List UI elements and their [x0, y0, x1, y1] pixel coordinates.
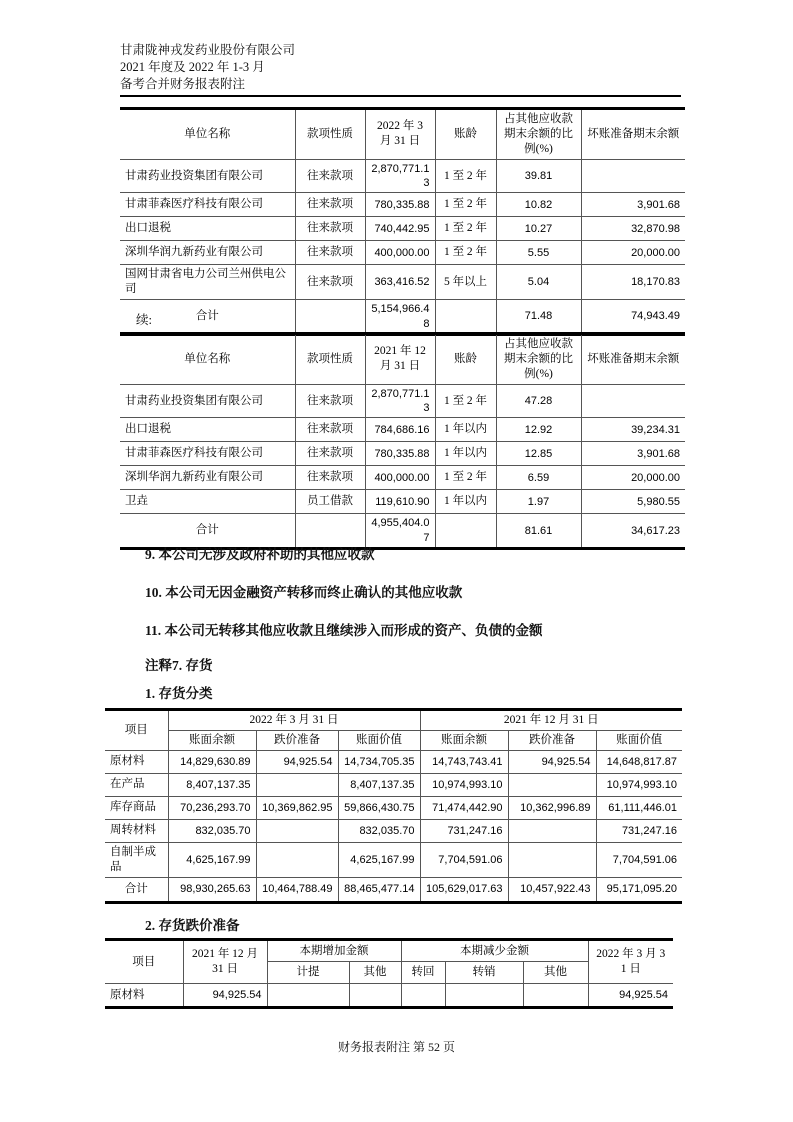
table-cell: 原材料 [105, 750, 168, 773]
page-footer: 财务报表附注 第 52 页 [337, 1040, 455, 1054]
table-cell: 740,442.95 [365, 217, 435, 241]
page-header [120, 42, 295, 93]
table-cell: 合计 [120, 514, 295, 549]
table-cell: 甘肃药业投资集团有限公司 [120, 384, 295, 418]
column-group-header: 2022 年 3 月 31 日 [168, 710, 420, 731]
table-row [105, 750, 682, 773]
table-row [105, 773, 682, 796]
column-header: 账面余额 [168, 730, 256, 750]
table-cell: 4,955,404.07 [365, 514, 435, 549]
table-cell: 119,610.90 [365, 490, 435, 514]
table-cell: 深圳华润九新药业有限公司 [120, 466, 295, 490]
table-cell: 105,629,017.63 [420, 877, 508, 902]
column-group-header: 2021 年 12 月 31 日 [420, 710, 682, 731]
table-cell: 832,035.70 [338, 819, 420, 842]
column-header: 账面价值 [596, 730, 682, 750]
section1-title: 1. 存货分类 [145, 686, 213, 701]
table-cell: 8,407,137.35 [168, 773, 256, 796]
table-cell: 周转材料 [105, 819, 168, 842]
table-cell: 自制半成品 [105, 842, 168, 877]
table-header-row [120, 109, 685, 160]
column-group-header: 本期减少金额 [401, 940, 588, 962]
table-cell: 780,335.88 [365, 442, 435, 466]
column-header: 项目 [105, 710, 168, 751]
column-header: 账龄 [435, 334, 496, 385]
column-header: 占其他应收款期末余额的比例(%) [496, 334, 581, 385]
table-cell: 5.04 [496, 265, 581, 300]
table-cell: 10,362,996.89 [508, 796, 596, 819]
other-receivables-table-2022 [120, 107, 685, 336]
table-header-row [120, 334, 685, 385]
table-cell: 59,866,430.75 [338, 796, 420, 819]
table-cell: 1 至 2 年 [435, 217, 496, 241]
table-row [120, 193, 685, 217]
company-name: 甘肃陇神戎发药业股份有限公司 [120, 43, 296, 57]
column-header: 转销 [445, 962, 523, 984]
table-cell: 往来款项 [295, 418, 365, 442]
table-cell: 14,829,630.89 [168, 750, 256, 773]
table-cell: 出口退税 [120, 418, 295, 442]
report-title: 备考合并财务报表附注 [120, 77, 246, 91]
column-header: 其他 [349, 962, 401, 984]
table-cell: 18,170.83 [581, 265, 685, 300]
table-cell: 12.85 [496, 442, 581, 466]
table-cell: 7,704,591.06 [596, 842, 682, 877]
table-row [120, 217, 685, 241]
column-header: 2022 年 3 月 31 日 [365, 109, 435, 160]
table-cell: 14,734,705.35 [338, 750, 420, 773]
note-item-11: 11. 本公司无转移其他应收款且继续涉入而形成的资产、负债的金额 [145, 623, 543, 638]
table-cell: 10,464,788.49 [256, 877, 338, 902]
table-cell [581, 384, 685, 418]
table-cell: 2,870,771.13 [365, 159, 435, 193]
table-cell: 1 至 2 年 [435, 466, 496, 490]
table-cell: 1 年以内 [435, 442, 496, 466]
table-row [105, 877, 682, 902]
table-header-row [105, 940, 673, 962]
table-cell: 10.27 [496, 217, 581, 241]
table-row [120, 300, 685, 335]
column-header: 账面价值 [338, 730, 420, 750]
table-row [105, 796, 682, 819]
column-header: 跌价准备 [256, 730, 338, 750]
table-cell: 合计 [105, 877, 168, 902]
table-cell [508, 819, 596, 842]
table-cell [401, 984, 445, 1008]
table-cell [256, 819, 338, 842]
table-cell: 10.82 [496, 193, 581, 217]
table-row [105, 984, 673, 1008]
column-header: 款项性质 [295, 109, 365, 160]
inventory-classification-table [105, 708, 682, 904]
table-cell: 14,648,817.87 [596, 750, 682, 773]
table-cell: 往来款项 [295, 193, 365, 217]
table-cell: 94,925.54 [256, 750, 338, 773]
table-cell: 88,465,477.14 [338, 877, 420, 902]
table-cell: 400,000.00 [365, 241, 435, 265]
table-cell: 61,111,446.01 [596, 796, 682, 819]
table-cell: 3,901.68 [581, 193, 685, 217]
table-cell: 员工借款 [295, 490, 365, 514]
table-cell: 1 至 2 年 [435, 241, 496, 265]
table-cell: 10,457,922.43 [508, 877, 596, 902]
table-cell: 深圳华润九新药业有限公司 [120, 241, 295, 265]
table-cell [267, 984, 349, 1008]
table-cell: 往来款项 [295, 217, 365, 241]
table-cell: 10,974,993.10 [596, 773, 682, 796]
table-cell: 5.55 [496, 241, 581, 265]
header-divider [120, 95, 681, 97]
table-cell: 1 至 2 年 [435, 159, 496, 193]
section2-title: 2. 存货跌价准备 [145, 918, 240, 933]
table-cell: 10,369,862.95 [256, 796, 338, 819]
table-cell: 400,000.00 [365, 466, 435, 490]
column-header: 账龄 [435, 109, 496, 160]
table-cell: 20,000.00 [581, 466, 685, 490]
table-cell: 81.61 [496, 514, 581, 549]
table-cell [295, 300, 365, 335]
column-header: 单位名称 [120, 109, 295, 160]
table-cell: 5,980.55 [581, 490, 685, 514]
table-cell: 10,974,993.10 [420, 773, 508, 796]
column-header: 2021 年 12 月 31 日 [365, 334, 435, 385]
table-header-row [105, 730, 682, 750]
report-period: 2021 年度及 2022 年 1-3 月 [120, 60, 265, 74]
table-cell [508, 842, 596, 877]
table-cell [256, 773, 338, 796]
column-header: 转回 [401, 962, 445, 984]
table-cell: 甘肃药业投资集团有限公司 [120, 159, 295, 193]
table-cell: 780,335.88 [365, 193, 435, 217]
note-item-9: 9. 本公司无涉及政府补助的其他应收款 [145, 547, 375, 562]
table-cell: 39.81 [496, 159, 581, 193]
column-header: 单位名称 [120, 334, 295, 385]
table-cell: 往来款项 [295, 466, 365, 490]
table-cell: 在产品 [105, 773, 168, 796]
table-cell: 731,247.16 [420, 819, 508, 842]
table-row [105, 842, 682, 877]
table-row [120, 241, 685, 265]
table-cell: 71,474,442.90 [420, 796, 508, 819]
table-cell: 71.48 [496, 300, 581, 335]
table-cell: 74,943.49 [581, 300, 685, 335]
table-cell: 5,154,966.48 [365, 300, 435, 335]
inventory-provision-table [105, 938, 673, 1009]
table-cell: 98,930,265.63 [168, 877, 256, 902]
table-cell: 39,234.31 [581, 418, 685, 442]
table-cell: 往来款项 [295, 241, 365, 265]
table-cell [581, 159, 685, 193]
column-header: 计提 [267, 962, 349, 984]
table-cell: 合计 [120, 300, 295, 335]
continuation-label: 续: [136, 313, 152, 327]
table-cell: 4,625,167.99 [168, 842, 256, 877]
column-header: 占其他应收款期末余额的比例(%) [496, 109, 581, 160]
table-cell: 20,000.00 [581, 241, 685, 265]
table-cell: 甘肃菲森医疗科技有限公司 [120, 442, 295, 466]
table-cell: 4,625,167.99 [338, 842, 420, 877]
table-cell [435, 300, 496, 335]
table-cell: 1 年以内 [435, 418, 496, 442]
table-cell: 47.28 [496, 384, 581, 418]
table-row [120, 265, 685, 300]
table-cell: 32,870.98 [581, 217, 685, 241]
table-cell: 往来款项 [295, 384, 365, 418]
other-receivables-table-2021 [120, 332, 685, 550]
column-header: 账面余额 [420, 730, 508, 750]
table-cell: 95,171,095.20 [596, 877, 682, 902]
table-row [120, 384, 685, 418]
table-cell: 12.92 [496, 418, 581, 442]
table-cell [435, 514, 496, 549]
table-cell: 94,925.54 [588, 984, 673, 1008]
table-cell: 3,901.68 [581, 442, 685, 466]
table-cell [508, 773, 596, 796]
table-row [120, 466, 685, 490]
table-cell: 94,925.54 [508, 750, 596, 773]
table-cell [445, 984, 523, 1008]
table-row [120, 418, 685, 442]
table-cell: 1 至 2 年 [435, 193, 496, 217]
note-item-10: 10. 本公司无因金融资产转移而终止确认的其他应收款 [145, 585, 463, 600]
table-cell [523, 984, 588, 1008]
column-header: 款项性质 [295, 334, 365, 385]
column-header: 坏账准备期末余额 [581, 109, 685, 160]
column-header: 项目 [105, 940, 183, 984]
table-cell: 库存商品 [105, 796, 168, 819]
table-cell: 往来款项 [295, 265, 365, 300]
table-cell: 34,617.23 [581, 514, 685, 549]
table-cell: 卫垚 [120, 490, 295, 514]
table-cell: 2,870,771.13 [365, 384, 435, 418]
table-cell: 8,407,137.35 [338, 773, 420, 796]
table-row [120, 442, 685, 466]
table-cell: 6.59 [496, 466, 581, 490]
table-cell: 784,686.16 [365, 418, 435, 442]
column-header: 跌价准备 [508, 730, 596, 750]
table-cell: 14,743,743.41 [420, 750, 508, 773]
column-header: 其他 [523, 962, 588, 984]
table-row [120, 159, 685, 193]
table-cell: 国网甘肃省电力公司兰州供电公司 [120, 265, 295, 300]
table-cell: 1 年以内 [435, 490, 496, 514]
table-cell [256, 842, 338, 877]
table-cell: 832,035.70 [168, 819, 256, 842]
table-cell: 7,704,591.06 [420, 842, 508, 877]
table-row [120, 490, 685, 514]
table-cell: 5 年以上 [435, 265, 496, 300]
table-row [105, 819, 682, 842]
column-group-header: 本期增加金额 [267, 940, 401, 962]
table-cell: 1 至 2 年 [435, 384, 496, 418]
table-cell: 1.97 [496, 490, 581, 514]
table-cell: 70,236,293.70 [168, 796, 256, 819]
column-header: 2021 年 12 月 31 日 [183, 940, 267, 984]
table-cell: 94,925.54 [183, 984, 267, 1008]
table-cell: 出口退税 [120, 217, 295, 241]
table-cell: 731,247.16 [596, 819, 682, 842]
table-cell [349, 984, 401, 1008]
column-header: 2022 年 3 月 31 日 [588, 940, 673, 984]
table-cell: 原材料 [105, 984, 183, 1008]
table-header-row [105, 710, 682, 731]
table-cell: 往来款项 [295, 442, 365, 466]
table-cell: 往来款项 [295, 159, 365, 193]
column-header: 坏账准备期末余额 [581, 334, 685, 385]
table-cell: 甘肃菲森医疗科技有限公司 [120, 193, 295, 217]
table-cell: 363,416.52 [365, 265, 435, 300]
note7-title: 注释7. 存货 [145, 658, 213, 673]
